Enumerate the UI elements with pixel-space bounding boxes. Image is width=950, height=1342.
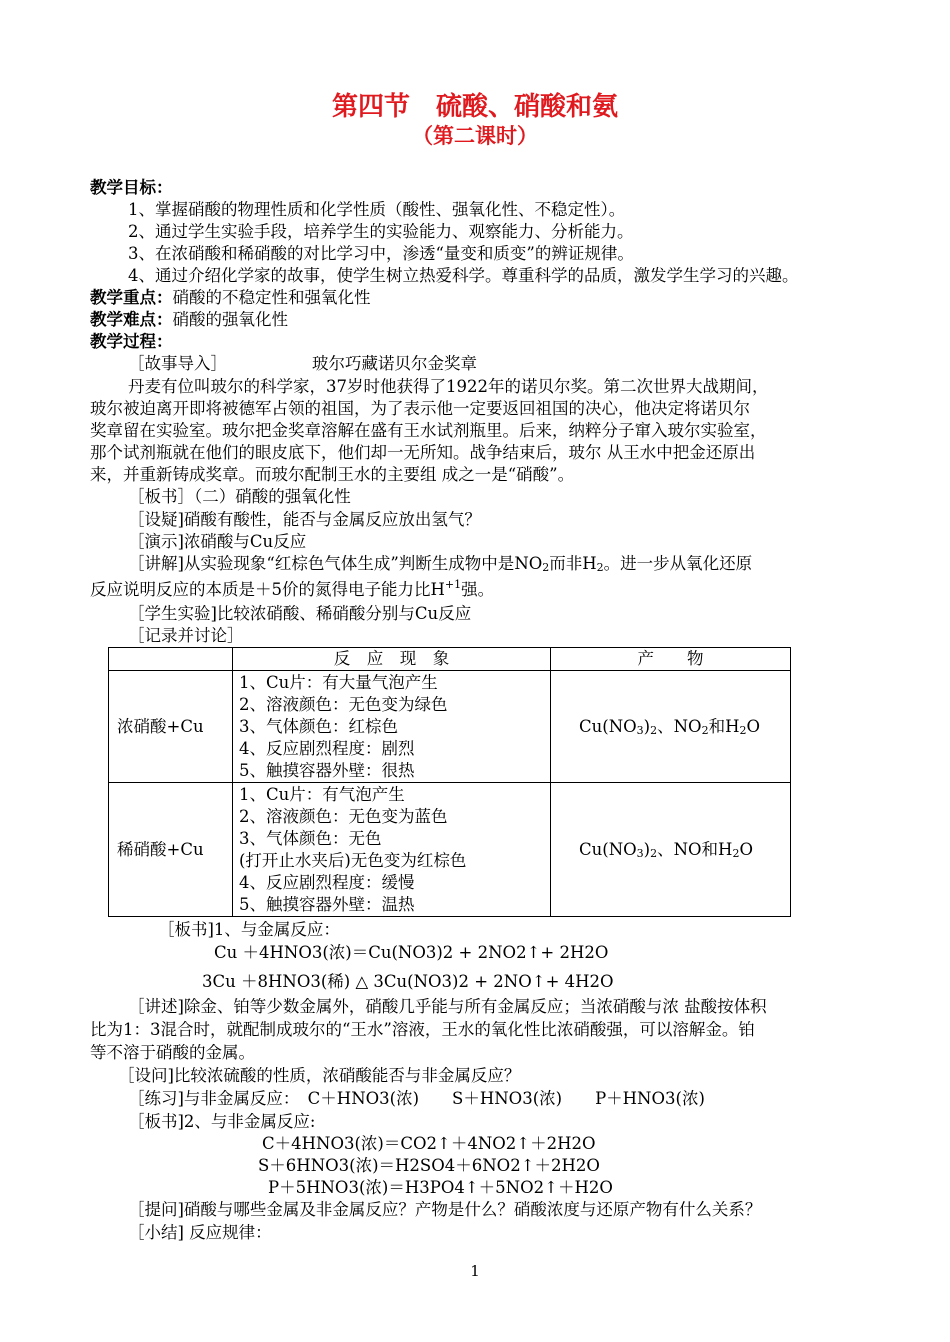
product-text: Cu(NO: [579, 716, 637, 736]
student-experiment: ［学生实验]比较浓硝酸、稀硝酸分别与Cu反应: [128, 604, 472, 623]
record-line: ［记录并讨论］: [128, 626, 244, 645]
phenomenon: 3、气体颜色：红棕色: [239, 716, 398, 736]
question-1: ［设疑]硝酸有酸性，能否与金属反应放出氢气？: [128, 510, 481, 529]
goal-4: 4、通过介绍化学家的故事，使学生树立热爱科学。尊重科学的品质，激发学生学习的兴趣。: [128, 266, 799, 285]
key-text: 硝酸的不稳定性和强氧化性: [172, 288, 371, 307]
explain-text-b: 而非: [549, 554, 583, 573]
page-number: 1: [470, 1262, 480, 1280]
phenomenon: 5、触摸容器外壁：很热: [239, 760, 415, 780]
explain-line-2: 反应说明反应的本质是＋5价的氮得电子能力比$H^{+1}$强。: [90, 578, 495, 599]
phenomenon: (打开止水夹后)无色变为红棕色: [239, 850, 467, 870]
product-text: 、NO: [657, 716, 702, 736]
table-header-cell: 产 物: [551, 648, 791, 671]
phenomenon: 2、溶液颜色：无色变为蓝色: [239, 806, 448, 826]
goal-3: 3、在浓硝酸和稀硝酸的对比学习中，渗透“量变和质变”的辨证规律。: [128, 244, 634, 263]
phenomenon: 5、触摸容器外壁：温热: [239, 894, 415, 914]
process-label: 教学过程：: [90, 332, 173, 351]
equation-3: C＋4HNO3(浓)＝CO2↑＋4NO2↑＋2H2O: [262, 1134, 596, 1153]
phenomenon: 1、Cu片：有气泡产生: [239, 784, 405, 804]
explain-line-1: ［讲解]从实验现象“红棕色气体生成”判断生成物中是$NO_2$而非$H_2$。进一步从氧化还原: [128, 554, 753, 574]
phenomenon: 2、溶液颜色：无色变为绿色: [239, 694, 448, 714]
results-table: [108, 647, 791, 917]
key-label: 教学重点：: [90, 288, 173, 307]
page-subtitle: （第二课时）: [412, 123, 538, 148]
phenomena-cell: [233, 783, 551, 917]
explain-text-c: 。进一步从氧化还原: [603, 554, 753, 573]
difficulty-label: 教学难点：: [90, 310, 173, 329]
difficulty-text: 硝酸的强氧化性: [172, 310, 288, 329]
table-row: [109, 783, 791, 917]
phenomena-cell: [233, 671, 551, 783]
question-3: ［提问]硝酸与哪些金属及非金属反应？产物是什么？硝酸浓度与还原产物有什么关系？: [128, 1200, 762, 1219]
phenomenon: 3、气体颜色：无色: [239, 828, 382, 848]
story-line-4: 那个试剂瓶就在他们的眼皮底下，他们却一无所知。战争结束后，玻尔 从王水中把金还原出: [90, 443, 756, 462]
product-text: ): [643, 839, 651, 859]
product-cell: $Cu(NO_3)_2$、$NO_2$和$H_2O$: [551, 671, 791, 783]
equation-4: S＋6HNO3(浓)＝H2SO4＋6NO2↑＋2H2O: [258, 1156, 600, 1175]
phenomenon: 4、反应剧烈程度：缓慢: [239, 872, 415, 892]
product-text: 和H: [708, 716, 740, 736]
product-text: ): [643, 716, 651, 736]
product-cell: $Cu(NO_3)_2$、NO和$H_2O$: [551, 783, 791, 917]
product-text: Cu(NO: [579, 839, 637, 859]
product-text: O: [746, 716, 760, 736]
goals-heading: 教学目标：: [90, 178, 173, 197]
reactant-cell: 浓硝酸+Cu: [109, 671, 233, 783]
equation-2: 3Cu ＋8HNO3(稀) △ 3Cu(NO3)2 + 2NO↑+ 4H2O: [202, 972, 614, 991]
story-line-1: 丹麦有位叫玻尔的科学家，37岁时他获得了1922年的诺贝尔奖。第二次世界大战期间，: [128, 377, 769, 396]
explain-text-d: 反应说明反应的本质是＋5价的氮得电子能力比: [90, 580, 431, 599]
lecture-line-1: ［讲述]除金、铂等少数金属外，硝酸几乎能与所有金属反应；当浓硝酸与浓 盐酸按体积: [128, 997, 767, 1016]
equation-1: Cu ＋4HNO3(浓)＝Cu(NO3)2 + 2NO2↑+ 2H2O: [214, 943, 609, 962]
goal-2: 2、通过学生实验手段，培养学生的实验能力、观察能力、分析能力。: [128, 222, 634, 241]
lecture-line-2: 比为1：3混合时，就配制成玻尔的“王水”溶液，王水的氧化性比浓硝酸强，可以溶解金。铂: [90, 1020, 755, 1039]
page-title: 第四节 硫酸、硝酸和氨: [331, 92, 618, 122]
question-2: ［设问]比较浓硫酸的性质，浓硝酸能否与非金属反应？: [118, 1066, 521, 1085]
board-heading-3: ［板书]2、与非金属反应:: [128, 1112, 316, 1131]
story-line-2: 玻尔被迫离开即将被德军占领的祖国，为了表示他一定要返回祖国的决心，他决定将诺贝尔: [90, 399, 750, 418]
reactant-cell: 稀硝酸+Cu: [109, 783, 233, 917]
story-title: 玻尔巧藏诺贝尔金奖章: [312, 354, 477, 373]
board-heading-2: ［板书]1、与金属反应：: [158, 920, 340, 939]
product-text: 、NO和H: [657, 839, 733, 859]
summary-line: ［小结] 反应规律：: [128, 1223, 272, 1242]
explain-text-e: 强。: [461, 580, 495, 599]
demo-line: ［演示]浓硝酸与Cu反应: [128, 532, 307, 551]
practice-line: ［练习]与非金属反应： C＋HNO3(浓) S＋HNO3(浓) P＋HNO3(浓): [128, 1089, 705, 1108]
equation-5: P＋5HNO3(浓)＝H3PO4↑＋5NO2↑＋H2O: [268, 1178, 613, 1197]
phenomenon: 4、反应剧烈程度：剧烈: [239, 738, 415, 758]
lecture-line-3: 等不溶于硝酸的金属。: [90, 1043, 255, 1062]
explain-text-a: ［讲解]从实验现象“红棕色气体生成”判断生成物中是: [128, 554, 515, 573]
difficulty-point: [90, 310, 288, 330]
key-point: [90, 288, 371, 308]
phenomenon: 1、Cu片：有大量气泡产生: [239, 672, 438, 692]
goal-1: 1、掌握硝酸的物理性质和化学性质（酸性、强氧化性、不稳定性）。: [128, 200, 626, 219]
story-line-5: 来，并重新铸成奖章。而玻尔配制王水的主要组 成之一是“硝酸”。: [90, 465, 575, 484]
board-heading-1: ［板书］（二）硝酸的强氧化性: [128, 487, 351, 506]
story-line-3: 奖章留在实验室。玻尔把金奖章溶解在盛有王水试剂瓶里。后来，纳粹分子窜入玻尔实验室，: [90, 421, 767, 440]
product-text: O: [739, 839, 753, 859]
table-header-cell: [109, 648, 233, 671]
table-header-row: [109, 648, 791, 671]
story-tag: ［故事导入］: [128, 354, 227, 373]
table-header-cell: 反 应 现 象: [233, 648, 551, 671]
table-row: [109, 671, 791, 783]
